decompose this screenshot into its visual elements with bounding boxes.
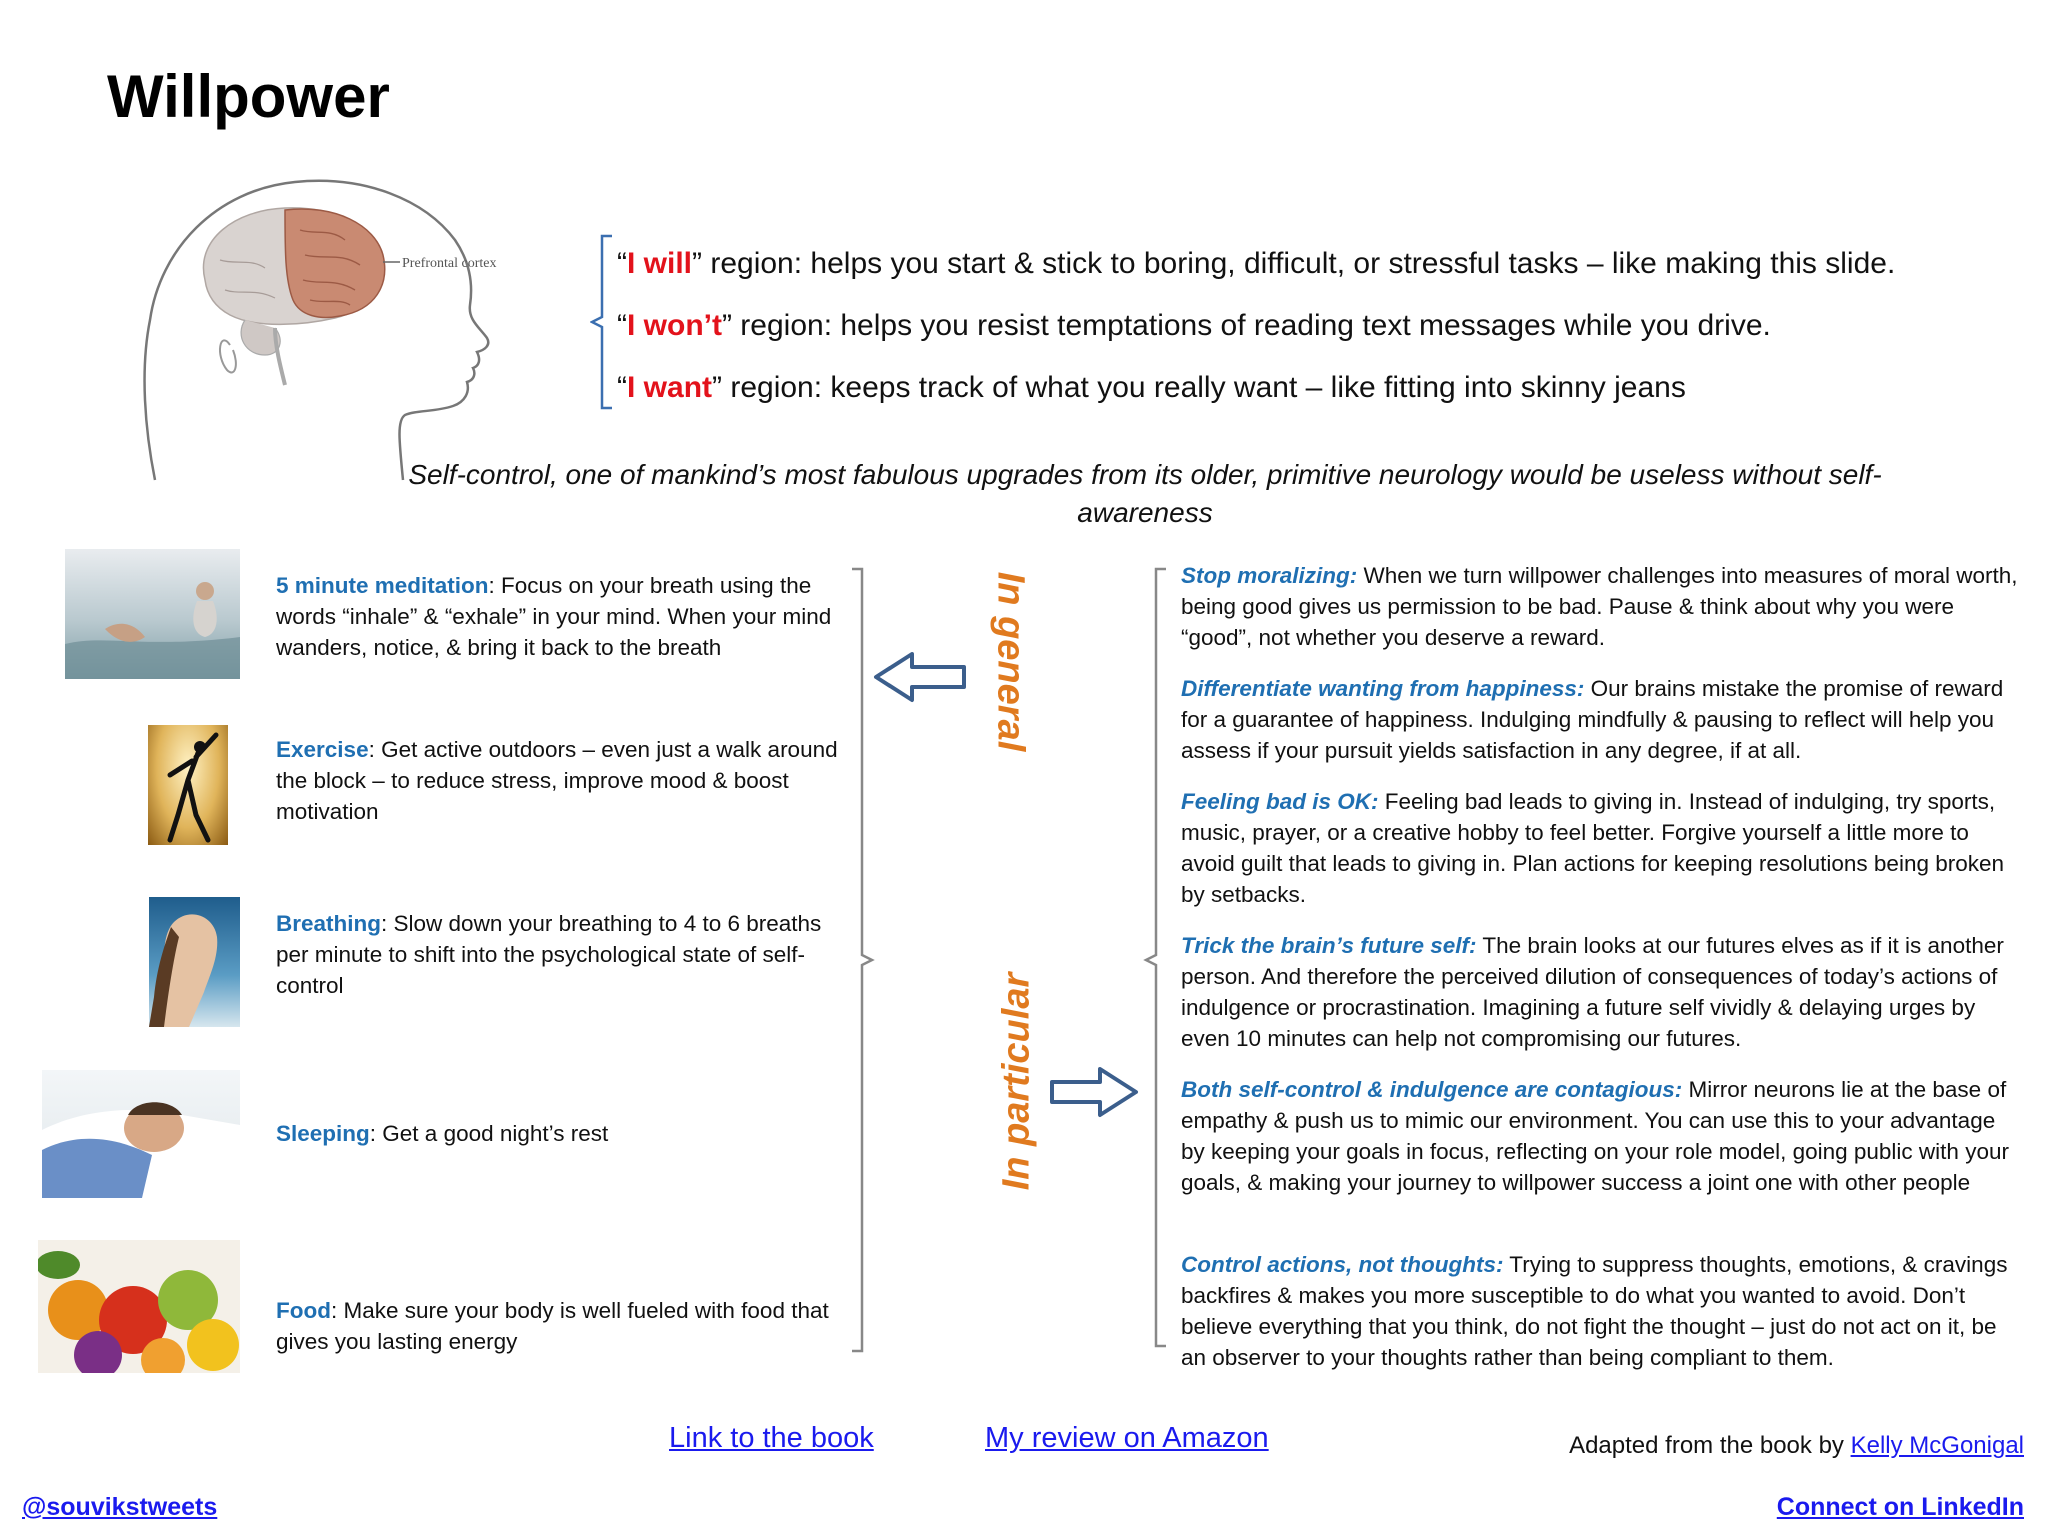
tip-meditation-label: 5 minute meditation [276, 573, 489, 598]
tip-food-label: Food [276, 1298, 331, 1323]
sleeping-image [42, 1070, 240, 1198]
prefrontal-cortex-label: Prefrontal cortex [402, 256, 497, 271]
book-link[interactable]: Link to the book [669, 1422, 874, 1454]
tip-sleeping-label: Sleeping [276, 1121, 370, 1146]
tip-contagious: Both self-control & indulgence are contagious: Mirror neurons lie at the base of empathy & push us to mimic our environment. You can use this to your advantage by keeping your goals in focus, reflecting on your role model, going public with your goals, & making your journey to willpower success a joint one with other people [1181, 1077, 2009, 1195]
meditation-image [65, 549, 240, 679]
self-control-quote: Self-control, one of mankind’s most fabulous upgrades from its older, primitive neurology would be useless without self-awareness [408, 459, 1882, 528]
keyword-i-will: I will [627, 247, 693, 280]
tip-future-self: Trick the brain’s future self: The brain looks at our futures elves as if it is another person. And therefore the perceived dilution of consequences of today’s actions of indulgence or procrastination. Imagining a future self vividly & delaying urges by even 10 minutes can help not compromising our futures. [1181, 933, 2004, 1051]
left-arrow-icon [872, 650, 972, 704]
tip-exercise-label: Exercise [276, 737, 369, 762]
tip-stop-moralizing: Stop moralizing: When we turn willpower challenges into measures of moral worth, being good gives us permission to be bad. Pause & think about why you were “good”, not whether you deserve a reward. [1181, 563, 2018, 650]
food-image [38, 1240, 240, 1373]
breathing-image [149, 897, 240, 1027]
keyword-i-want: I want [627, 371, 713, 404]
twitter-link[interactable]: @souvikstweets [22, 1493, 218, 1521]
regions-bracket [590, 232, 620, 412]
particular-bracket [1140, 565, 1170, 1350]
brain-head-illustration [135, 170, 555, 485]
tip-food: Food: Make sure your body is well fueled with food that gives you lasting energy [276, 1298, 829, 1354]
tip-feeling-bad-label: Feeling bad is OK: [1181, 789, 1379, 814]
author-link[interactable]: Kelly McGonigal [1850, 1432, 2024, 1459]
tip-breathing-label: Breathing [276, 911, 382, 936]
linkedin-link[interactable]: Connect on LinkedIn [1776, 1493, 2024, 1521]
tip-sleeping: Sleeping: Get a good night’s rest [276, 1121, 609, 1146]
tip-differentiate-wanting-label: Differentiate wanting from happiness: [1181, 676, 1585, 701]
region-i-wont: “I won’t” region: helps you resist temptations of reading text messages while you drive. [617, 309, 1771, 342]
book-credit: Adapted from the book by Kelly McGonigal [1569, 1432, 2024, 1459]
exercise-image [148, 725, 228, 845]
tip-differentiate-wanting: Differentiate wanting from happiness: Our brains mistake the promise of reward for a guarantee of happiness. Indulging mindfully & pausing to reflect will help you assess if your pursuit yields satisfaction in any degree, if at all. [1181, 676, 2004, 763]
amazon-review-link[interactable]: My review on Amazon [985, 1422, 1269, 1454]
right-arrow-icon [1048, 1065, 1142, 1119]
tip-control-actions-label: Control actions, not thoughts: [1181, 1252, 1504, 1277]
tip-exercise: Exercise: Get active outdoors – even just a walk around the block – to reduce stress, improve mood & boost motivation [276, 737, 838, 824]
page-title: Willpower [107, 63, 390, 130]
tip-future-self-label: Trick the brain’s future self: [1181, 933, 1477, 958]
in-general-label: In general [989, 571, 1032, 752]
tip-stop-moralizing-label: Stop moralizing: [1181, 563, 1358, 588]
keyword-i-wont: I won’t [627, 309, 722, 342]
tip-contagious-label: Both self-control & indulgence are contagious: [1181, 1077, 1683, 1102]
in-particular-label: In particular [995, 972, 1038, 1191]
tip-meditation: 5 minute meditation: Focus on your breath using the words “inhale” & “exhale” in your mind. When your mind wanders, notice, & bring it back to the breath [276, 573, 832, 660]
tip-breathing: Breathing: Slow down your breathing to 4 to 6 breaths per minute to shift into the psychological state of self-control [276, 911, 822, 998]
region-i-will: “I will” region: helps you start & stick to boring, difficult, or stressful tasks – like making this slide. [617, 247, 1896, 280]
tip-feeling-bad: Feeling bad is OK: Feeling bad leads to giving in. Instead of indulging, try sports, music, prayer, or a creative hobby to feel better. Forgive yourself a little more to avoid guilt that leads to giving in. Plan actions for keeping resolutions being broken by setbacks. [1181, 789, 2005, 907]
tip-control-actions: Control actions, not thoughts: Trying to suppress thoughts, emotions, & cravings backfires & makes you more susceptible to do what you wanted to avoid. Don’t believe everything that you think, do not fight the thought – just do not act on it, be an observer to your thoughts rather than being compliant to them. [1181, 1252, 2008, 1370]
region-i-want: “I want” region: keeps track of what you really want – like fitting into skinny jeans [617, 371, 1686, 404]
